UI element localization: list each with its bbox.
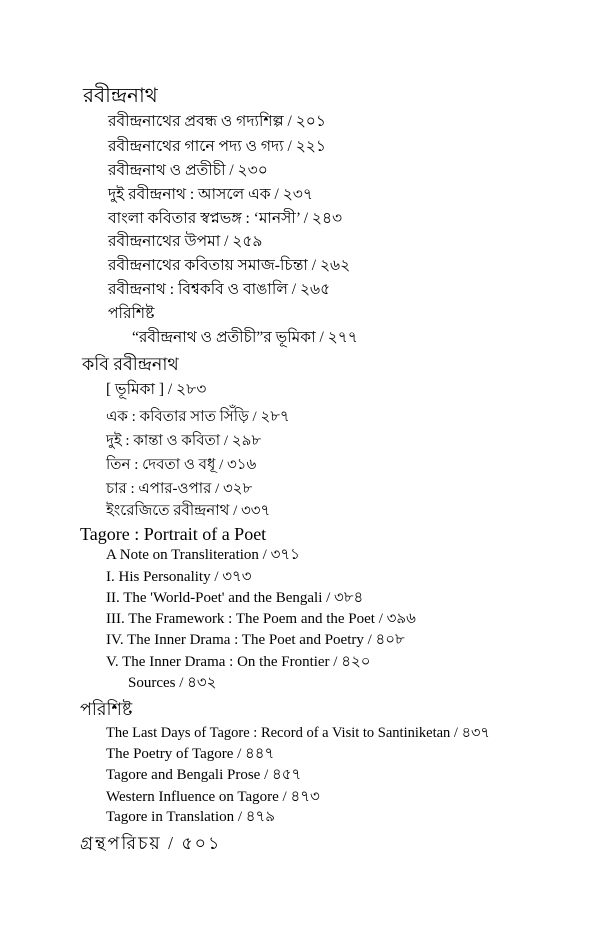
- section-heading-bibliography: গ্রন্থপরিচয় / ৫০১: [80, 833, 222, 853]
- toc-entry: Western Influence on Tagore / ৪৭৩: [106, 789, 320, 805]
- toc-entry: চার : এপার-ওপার / ৩২৮: [106, 481, 253, 497]
- toc-entry: “রবীন্দ্রনাথ ও প্রতীচী”র ভূমিকা / ২৭৭: [132, 329, 358, 346]
- section-heading-rabindranath: রবীন্দ্রনাথ: [83, 85, 158, 107]
- toc-entry: The Poetry of Tagore / ৪৪৭: [106, 746, 275, 762]
- toc-entry: দুই রবীন্দ্রনাথ : আসলে এক / ২৩৭: [108, 186, 313, 203]
- toc-entry: রবীন্দ্রনাথের কবিতায় সমাজ-চিন্তা / ২৬২: [108, 257, 351, 274]
- toc-entry: Tagore and Bengali Prose / ৪৫৭: [106, 767, 302, 783]
- toc-subheading-appendix: পরিশিষ্ট: [108, 305, 155, 322]
- toc-entry: রবীন্দ্রনাথ ও প্রতীচী / ২৩০: [108, 162, 268, 179]
- toc-entry: ইংরেজিতে রবীন্দ্রনাথ / ৩৩৭: [106, 503, 271, 519]
- toc-entry: রবীন্দ্রনাথের গানে পদ্য ও গদ্য / ২২১: [108, 138, 326, 155]
- toc-entry: V. The Inner Drama : On the Frontier / ৪২০: [106, 654, 371, 670]
- toc-entry: The Last Days of Tagore : Record of a Visit to Santiniketan / ৪৩৭: [106, 725, 490, 741]
- toc-entry: III. The Framework : The Poem and the Poet / ৩৯৬: [106, 611, 416, 627]
- section-heading-appendix: পরিশিষ্ট: [80, 699, 133, 719]
- toc-entry: I. His Personality / ৩৭৩: [106, 569, 252, 585]
- section-heading-kobi-rabindranath: কবি রবীন্দ্রনাথ: [82, 354, 179, 374]
- toc-entry: Sources / ৪৩২: [128, 675, 217, 691]
- toc-entry: এক : কবিতার সাত সিঁড়ি / ২৮৭: [106, 409, 290, 425]
- section-heading-tagore-portrait: Tagore : Portrait of a Poet: [80, 524, 267, 544]
- toc-entry: A Note on Transliteration / ৩৭১: [106, 547, 300, 563]
- toc-entry: তিন : দেবতা ও বধূ / ৩১৬: [106, 457, 257, 473]
- toc-entry: রবীন্দ্রনাথ : বিশ্বকবি ও বাঙালি / ২৬৫: [108, 281, 331, 298]
- toc-entry: দুই : কান্তা ও কবিতা / ২৯৮: [106, 433, 262, 449]
- toc-entry: Tagore in Translation / ৪৭৯: [106, 809, 275, 825]
- toc-entry: II. The 'World-Poet' and the Bengali / ৩৮৪: [106, 590, 364, 606]
- toc-entry: রবীন্দ্রনাথের উপমা / ২৫৯: [108, 233, 263, 250]
- toc-entry: IV. The Inner Drama : The Poet and Poetry / ৪০৮: [106, 632, 405, 648]
- toc-entry: বাংলা কবিতার স্বপ্নভঙ্গ : ‘মানসী’ / ২৪৩: [108, 210, 343, 227]
- toc-entry: রবীন্দ্রনাথের প্রবন্ধ ও গদ্যশিল্প / ২০১: [108, 113, 326, 130]
- toc-entry: [ ভূমিকা ] / ২৮৩: [106, 381, 207, 398]
